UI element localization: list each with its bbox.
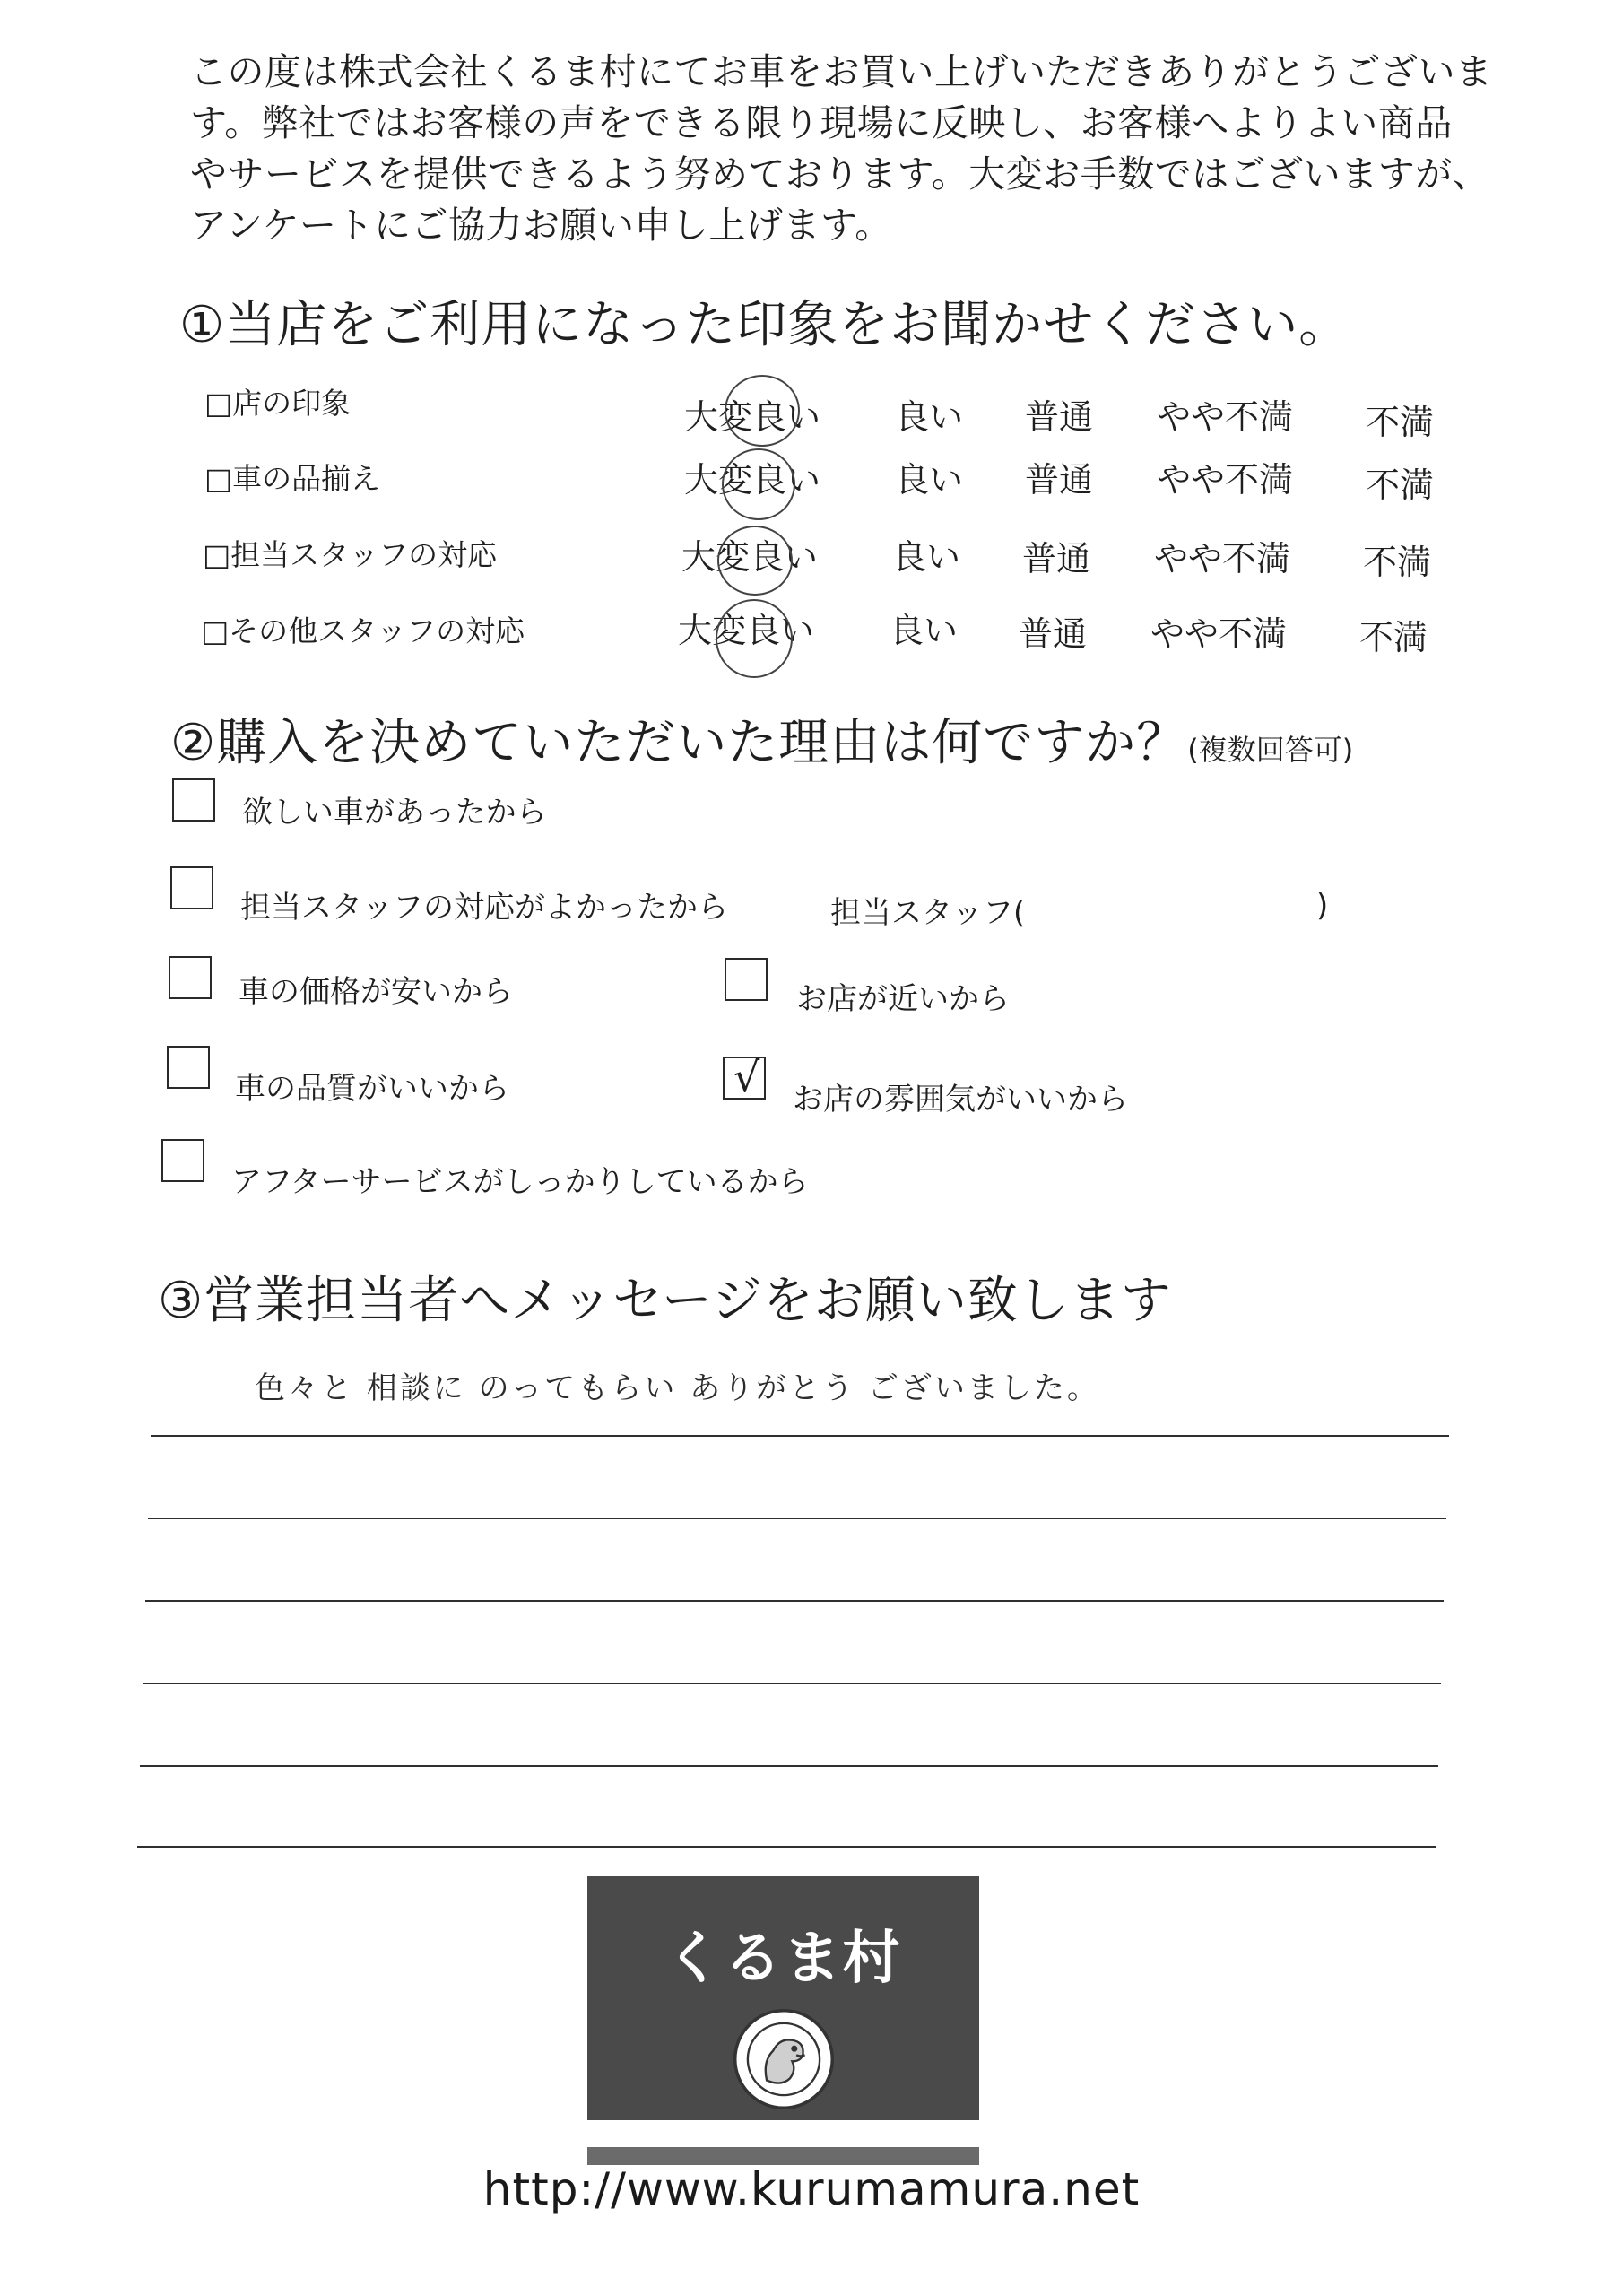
checkbox-wanted-car[interactable] bbox=[172, 778, 215, 822]
option-very-good[interactable]: 大変良い bbox=[678, 611, 815, 650]
checkbox-car-quality[interactable] bbox=[167, 1046, 210, 1089]
checkbox-label: 欲しい車があったから bbox=[242, 795, 547, 831]
selection-circle bbox=[725, 375, 800, 447]
intro-paragraph bbox=[190, 47, 1493, 251]
option-good[interactable]: 良い bbox=[895, 397, 964, 437]
option-normal[interactable]: 普通 bbox=[1022, 539, 1091, 578]
intro-line: この度は株式会社くるま村にてお車をお買い上げいただきありがとうございま bbox=[190, 50, 1493, 93]
checkbox-label: 車の価格が安いから bbox=[239, 974, 513, 1010]
ruled-line bbox=[137, 1846, 1436, 1848]
intro-line: す。弊社ではお客様の声をできる限り現場に反映し、お客様へよりよい商品 bbox=[190, 101, 1453, 144]
option-normal[interactable]: 普通 bbox=[1025, 397, 1094, 437]
ruled-line bbox=[145, 1600, 1444, 1602]
checkbox-after-service[interactable] bbox=[161, 1139, 204, 1182]
q2-title bbox=[170, 703, 1353, 775]
option-slightly-dissatisfied[interactable]: やや不満 bbox=[1157, 397, 1294, 437]
logo-band bbox=[587, 2120, 979, 2147]
selection-circle bbox=[722, 448, 795, 520]
rating-row-label: □その他スタッフの対応 bbox=[201, 613, 525, 648]
staff-name-close: ) bbox=[1316, 888, 1329, 924]
option-dissatisfied[interactable]: 不満 bbox=[1359, 618, 1428, 657]
option-very-good[interactable]: 大変良い bbox=[681, 537, 819, 577]
q3-title: ③営業担当者へメッセージをお願い致します bbox=[158, 1272, 1172, 1330]
option-normal[interactable]: 普通 bbox=[1025, 460, 1094, 500]
option-dissatisfied[interactable]: 不満 bbox=[1363, 543, 1432, 582]
checkbox-label: お店が近いから bbox=[796, 981, 1010, 1017]
ruled-line bbox=[148, 1518, 1446, 1519]
intro-line: アンケートにご協力お願い申し上げます。 bbox=[190, 204, 892, 247]
option-slightly-dissatisfied[interactable]: やや不満 bbox=[1157, 460, 1294, 500]
checkbox-store-atmosphere[interactable] bbox=[723, 1053, 766, 1101]
website-url[interactable]: http://www.kurumamura.net bbox=[482, 2163, 1141, 2215]
rating-row-label: □店の印象 bbox=[204, 386, 352, 421]
ruled-line bbox=[143, 1683, 1441, 1684]
kurumamura-logo bbox=[587, 1876, 979, 2165]
ruled-line bbox=[151, 1435, 1449, 1437]
rating-row-label: □車の品揃え bbox=[204, 461, 381, 496]
option-very-good[interactable]: 大変良い bbox=[684, 397, 821, 437]
q1-title: ①当店をご利用になった印象をお聞かせください。 bbox=[179, 296, 1350, 354]
option-good[interactable]: 良い bbox=[892, 537, 961, 577]
logo-text: くるま村 bbox=[664, 1926, 902, 1992]
intro-line: やサービスを提供できるよう努めております。大変お手数ではございますが、 bbox=[190, 152, 1490, 196]
option-dissatisfied[interactable]: 不満 bbox=[1366, 403, 1435, 442]
ruled-line bbox=[140, 1765, 1438, 1767]
handwritten-message: 色々と 相談に のってもらい ありがとう ございました。 bbox=[255, 1370, 1100, 1406]
logo-band-bottom bbox=[587, 2147, 979, 2165]
option-good[interactable]: 良い bbox=[890, 611, 959, 650]
checkbox-low-price[interactable] bbox=[169, 956, 212, 999]
q2-note: (複数回答可) bbox=[1187, 733, 1354, 767]
dinosaur-mascot-icon bbox=[731, 2006, 837, 2112]
check-mark: √ bbox=[733, 1053, 760, 1101]
option-normal[interactable]: 普通 bbox=[1019, 614, 1088, 654]
option-slightly-dissatisfied[interactable]: やや不満 bbox=[1150, 614, 1288, 654]
checkbox-label: アフターサービスがしっかりしているから bbox=[231, 1164, 809, 1200]
rating-row-label: □担当スタッフの対応 bbox=[203, 537, 498, 572]
option-dissatisfied[interactable]: 不満 bbox=[1366, 465, 1435, 505]
option-slightly-dissatisfied[interactable]: やや不満 bbox=[1154, 539, 1291, 578]
selection-circle bbox=[716, 599, 793, 678]
option-very-good[interactable]: 大変良い bbox=[684, 460, 821, 500]
checkbox-label: 車の品質がいいから bbox=[235, 1071, 509, 1107]
checkbox-near-store[interactable] bbox=[725, 958, 768, 1001]
option-good[interactable]: 良い bbox=[895, 460, 964, 500]
selection-circle bbox=[717, 526, 793, 596]
checkbox-label: お店の雰囲気がいいから bbox=[793, 1082, 1128, 1118]
staff-name-label: 担当スタッフ( bbox=[830, 895, 1026, 931]
checkbox-label: 担当スタッフの対応がよかったから bbox=[240, 890, 728, 926]
q2-title-text: ②購入を決めていただいた理由は何ですか？ bbox=[170, 714, 1188, 772]
checkbox-staff-service[interactable] bbox=[170, 866, 213, 909]
